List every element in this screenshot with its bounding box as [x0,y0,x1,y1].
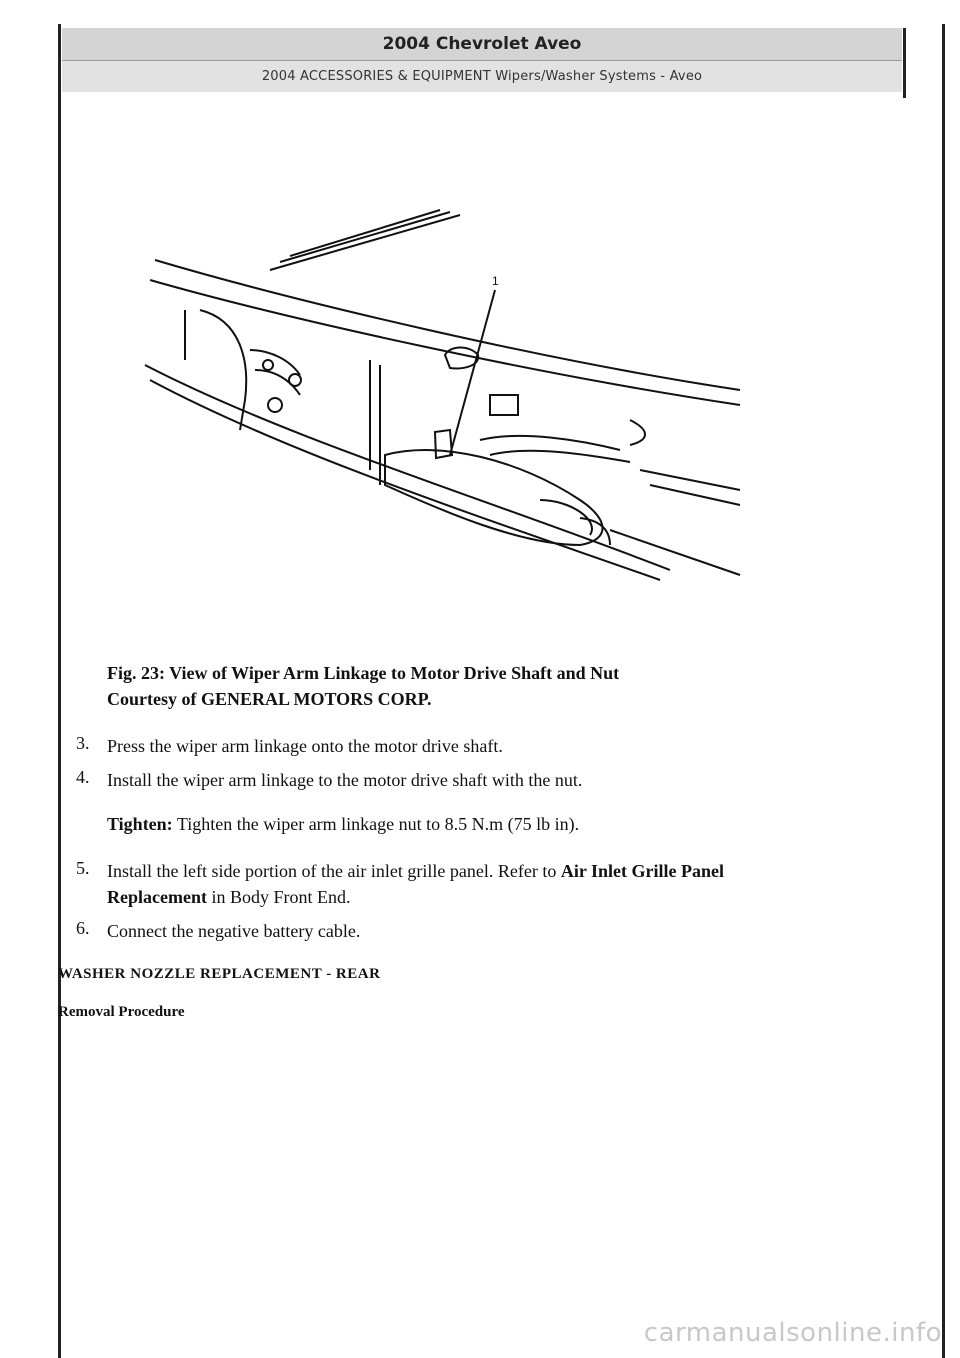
caption-title: Fig. 23: View of Wiper Arm Linkage to Motor Drive Shaft and Nut [107,663,620,683]
document-header [62,28,902,92]
figure-callout-label: 1 [492,274,499,288]
step-6-text: Connect the negative battery cable. [107,921,361,941]
wiper-linkage-illustration [140,200,780,600]
step-5-text-end: in Body Front End. [206,887,351,907]
document-subtitle: 2004 ACCESSORIES & EQUIPMENT Wipers/Washer Systems - Aveo [62,61,902,92]
section-heading: WASHER NOZZLE REPLACEMENT - REAR [58,966,381,982]
tighten-note [107,811,579,837]
tighten-text: Tighten the wiper arm linkage nut to 8.5 N.m (75 lb in). [172,814,580,834]
air-inlet-grille-link[interactable]: Air Inlet Grille Panel [560,861,725,881]
step-4-number: 4. [76,767,90,787]
replacement-link[interactable]: Replacement [107,887,207,907]
document-title: 2004 Chevrolet Aveo [62,28,902,61]
removal-procedure-heading: Removal Procedure [58,1004,185,1020]
step-5-number: 5. [76,858,90,878]
tighten-label: Tighten: [107,814,173,834]
header-left-rule [58,28,61,98]
step-3-number: 3. [76,733,90,753]
header-right-rule [903,28,906,98]
step-4-text: Install the wiper arm linkage to the motor drive shaft with the nut. [107,770,583,790]
step-5-text-start: Install the left side portion of the air inlet grille panel. Refer to [107,861,561,881]
step-6-number: 6. [76,918,90,938]
page-right-border [942,24,945,1358]
step-5-text [107,858,897,910]
watermark: carmanualsonline.info [643,1318,942,1348]
page-left-border [58,24,61,1358]
step-3-text: Press the wiper arm linkage onto the motor drive shaft. [107,736,503,756]
caption-credit: Courtesy of GENERAL MOTORS CORP. [107,689,432,709]
figure-caption [107,660,619,712]
